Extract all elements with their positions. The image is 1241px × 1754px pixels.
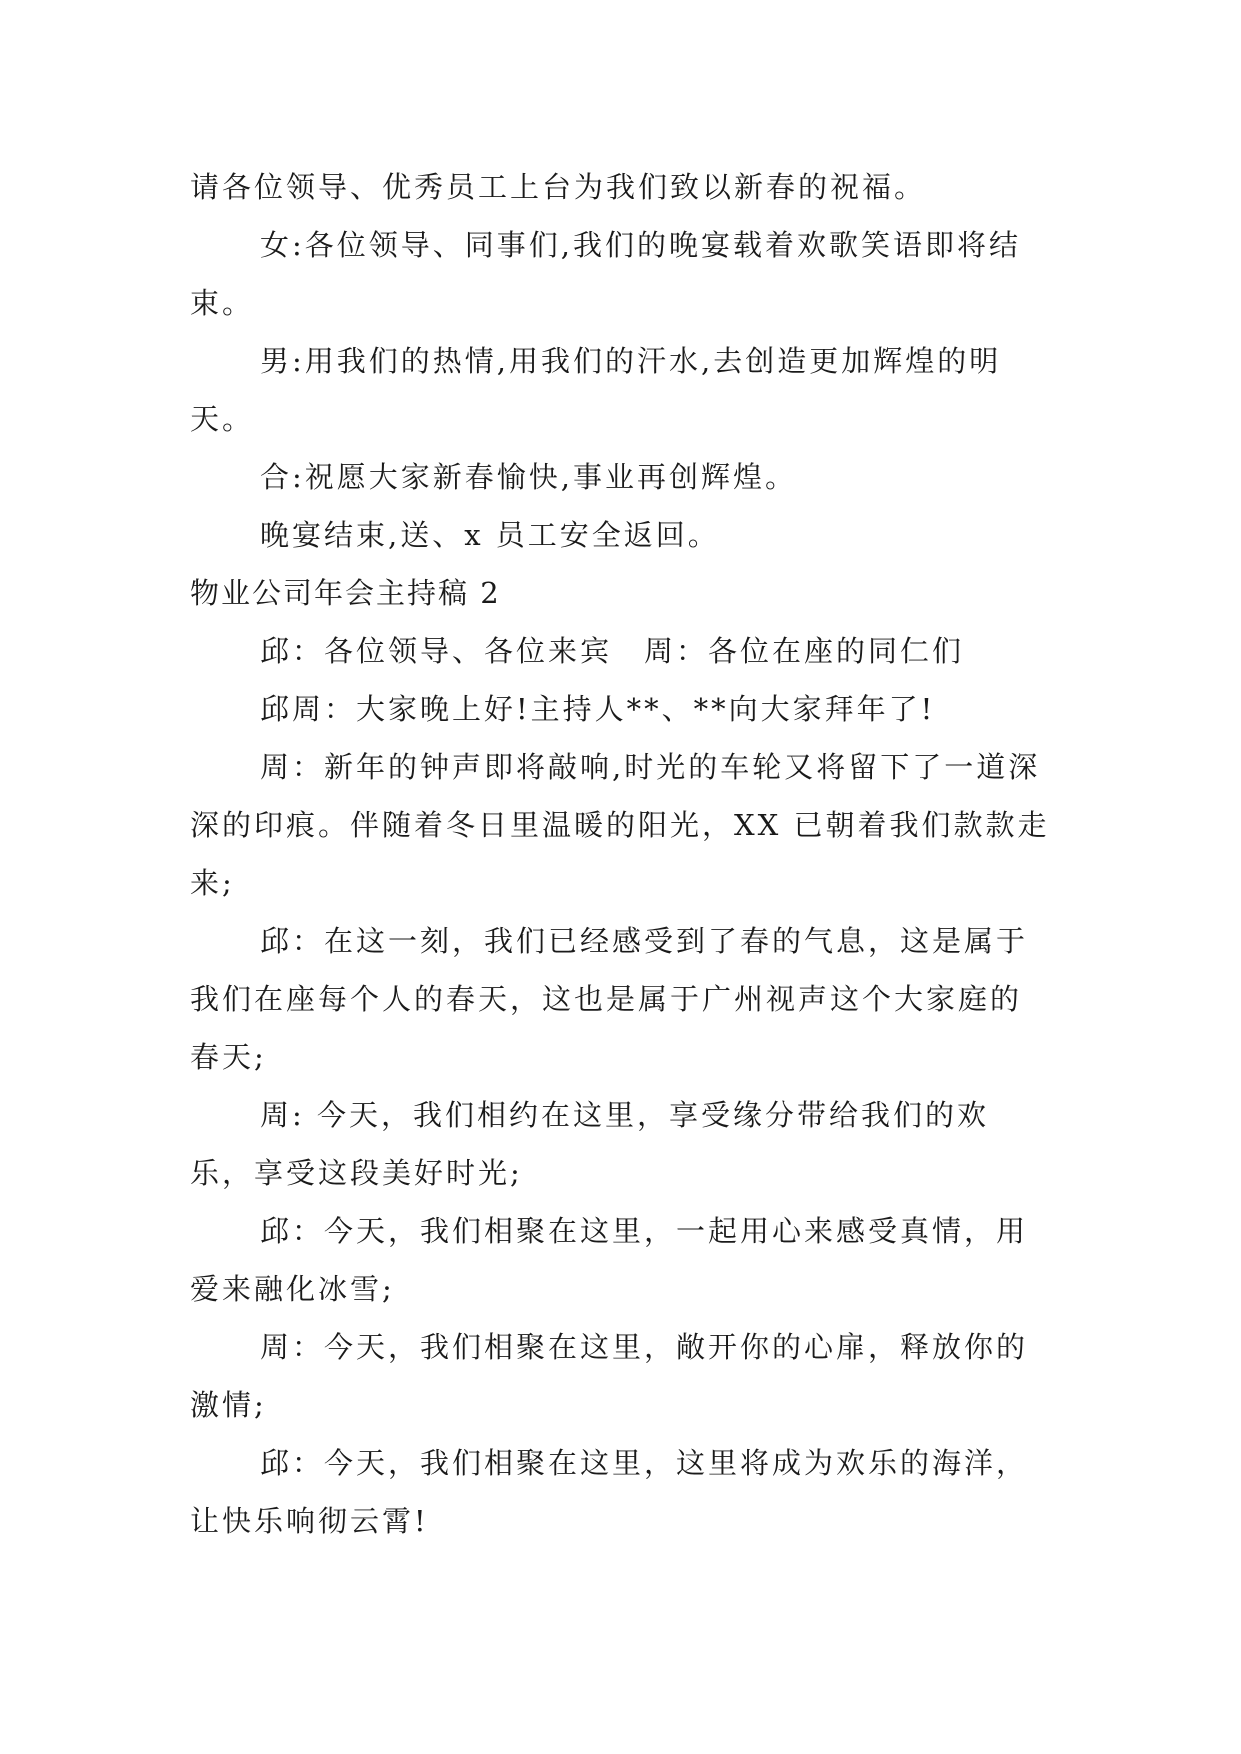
paragraph: 男:用我们的热情,用我们的汗水,去创造更加辉煌的明天。 xyxy=(190,344,1002,436)
paragraph: 邱：在这一刻，我们已经感受到了春的气息，这是属于我们在座每个人的春天，这也是属于广州视声这个大家庭的春天; xyxy=(190,924,1029,1074)
paragraph: 周: 今天，我们相约在这里，享受缘分带给我们的欢乐，享受这段美好时光; xyxy=(190,1098,989,1190)
paragraph: 周：今天，我们相聚在这里，敞开你的心扉，释放你的激情; xyxy=(190,1330,1029,1422)
paragraph: 晚宴结束,送、x 员工安全返回。 xyxy=(260,518,720,552)
paragraph: 周：新年的钟声即将敲响,时光的车轮又将留下了一道深深的印痕。伴随着冬日里温暖的阳光，XX 已朝着我们款款走来; xyxy=(190,750,1050,900)
paragraph: 邱：各位领导、各位来宾 周：各位在座的同仁们 xyxy=(260,634,965,668)
paragraph: 合:祝愿大家新春愉快,事业再创辉煌。 xyxy=(260,460,797,494)
paragraph: 邱：今天，我们相聚在这里，一起用心来感受真情，用爱来融化冰雪; xyxy=(190,1214,1029,1306)
paragraph: 邱：今天，我们相聚在这里，这里将成为欢乐的海洋，让快乐响彻云霄! xyxy=(190,1446,1029,1538)
paragraph: 邱周：大家晚上好!主持人**、**向大家拜年了! xyxy=(260,692,936,726)
paragraph: 女:各位领导、同事们,我们的晚宴载着欢歌笑语即将结束。 xyxy=(190,228,1021,320)
section-title: 物业公司年会主持稿 2 xyxy=(190,576,501,610)
document-body xyxy=(190,158,1050,1550)
paragraph: 请各位领导、优秀员工上台为我们致以新春的祝福。 xyxy=(190,170,927,204)
